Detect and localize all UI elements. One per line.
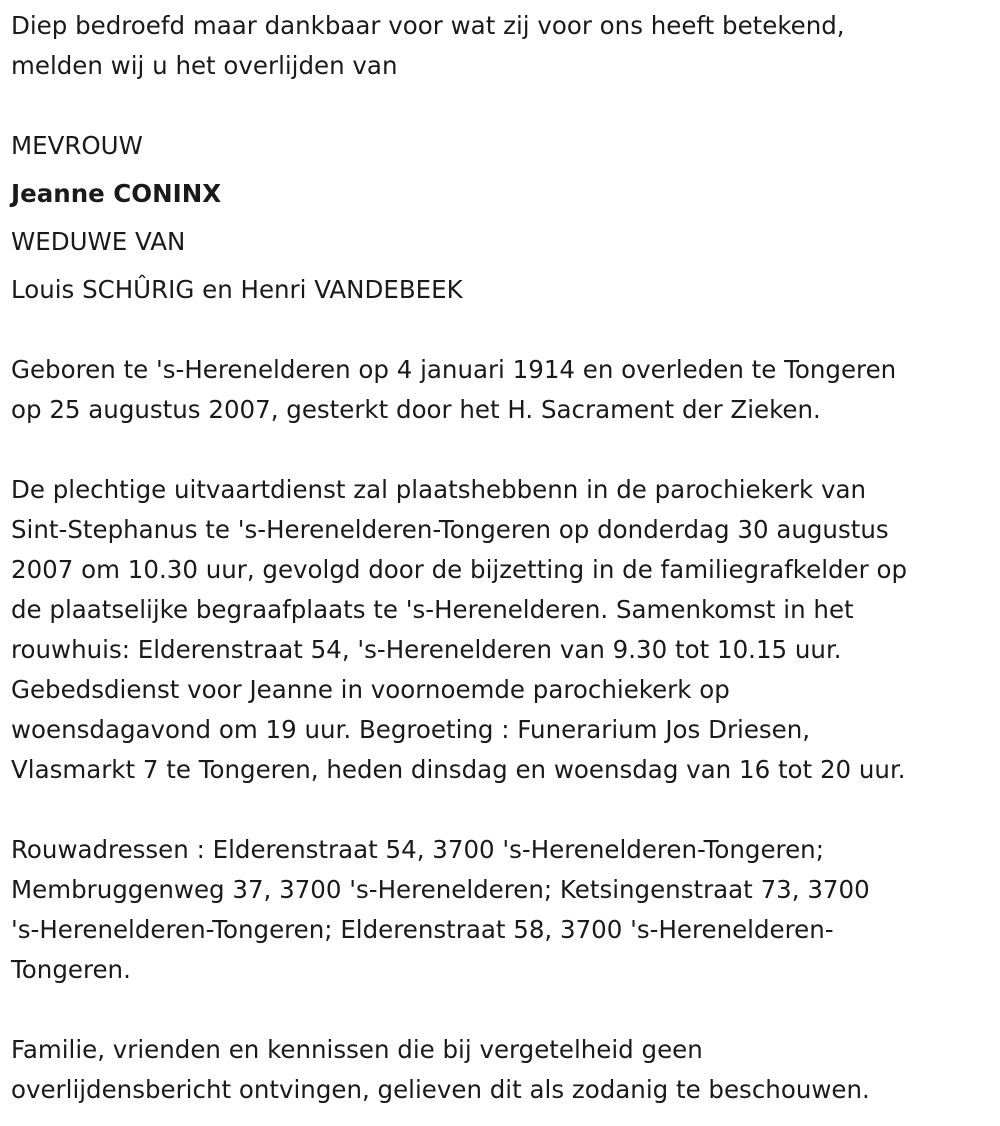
birth-death-line-1: Geboren te 's-Herenelderen op 4 januari 1914 en overleden te Tongeren — [11, 355, 897, 384]
addresses-line-2: Membruggenweg 37, 3700 's-Herenelderen; Ketsingenstraat 73, 3700 — [11, 875, 870, 904]
birth-death-line-2: op 25 augustus 2007, gesterkt door het H. Sacrament der Zieken. — [11, 395, 821, 424]
addresses-line-4: Tongeren. — [11, 955, 131, 984]
funeral-line-8: Vlasmarkt 7 te Tongeren, heden dinsdag en woensdag van 16 tot 20 uur. — [11, 755, 906, 784]
closing-line-2: overlijdensbericht ontvingen, gelieven dit als zodanig te beschouwen. — [11, 1075, 870, 1104]
funeral-line-3: 2007 om 10.30 uur, gevolgd door de bijzetting in de familiegrafkelder op — [11, 555, 908, 584]
deceased-name: Jeanne CONINX — [11, 179, 222, 208]
funeral-line-4: de plaatselijke begraafplaats te 's-Herenelderen. Samenkomst in het — [11, 595, 854, 624]
deceased-spouses: Louis SCHÛRIG en Henri VANDEBEEK — [11, 275, 463, 304]
funeral-line-7: woensdagavond om 19 uur. Begroeting : Funerarium Jos Driesen, — [11, 715, 811, 744]
deceased-status: WEDUWE VAN — [11, 227, 186, 256]
addresses-line-1: Rouwadressen : Elderenstraat 54, 3700 's-Herenelderen-Tongeren; — [11, 835, 824, 864]
addresses-line-3: 's-Herenelderen-Tongeren; Elderenstraat 58, 3700 's-Herenelderen- — [11, 915, 834, 944]
funeral-line-6: Gebedsdienst voor Jeanne in voornoemde parochiekerk op — [11, 675, 730, 704]
closing-line-1: Familie, vrienden en kennissen die bij vergetelheid geen — [11, 1035, 703, 1064]
intro-line-2: melden wij u het overlijden van — [11, 51, 398, 80]
funeral-line-2: Sint-Stephanus te 's-Herenelderen-Tongeren op donderdag 30 augustus — [11, 515, 889, 544]
funeral-line-5: rouwhuis: Elderenstraat 54, 's-Herenelderen van 9.30 tot 10.15 uur. — [11, 635, 842, 664]
intro-line-1: Diep bedroefd maar dankbaar voor wat zij voor ons heeft betekend, — [11, 11, 845, 40]
deceased-title: MEVROUW — [11, 131, 143, 160]
funeral-line-1: De plechtige uitvaartdienst zal plaatshebbenn in de parochiekerk van — [11, 475, 867, 504]
